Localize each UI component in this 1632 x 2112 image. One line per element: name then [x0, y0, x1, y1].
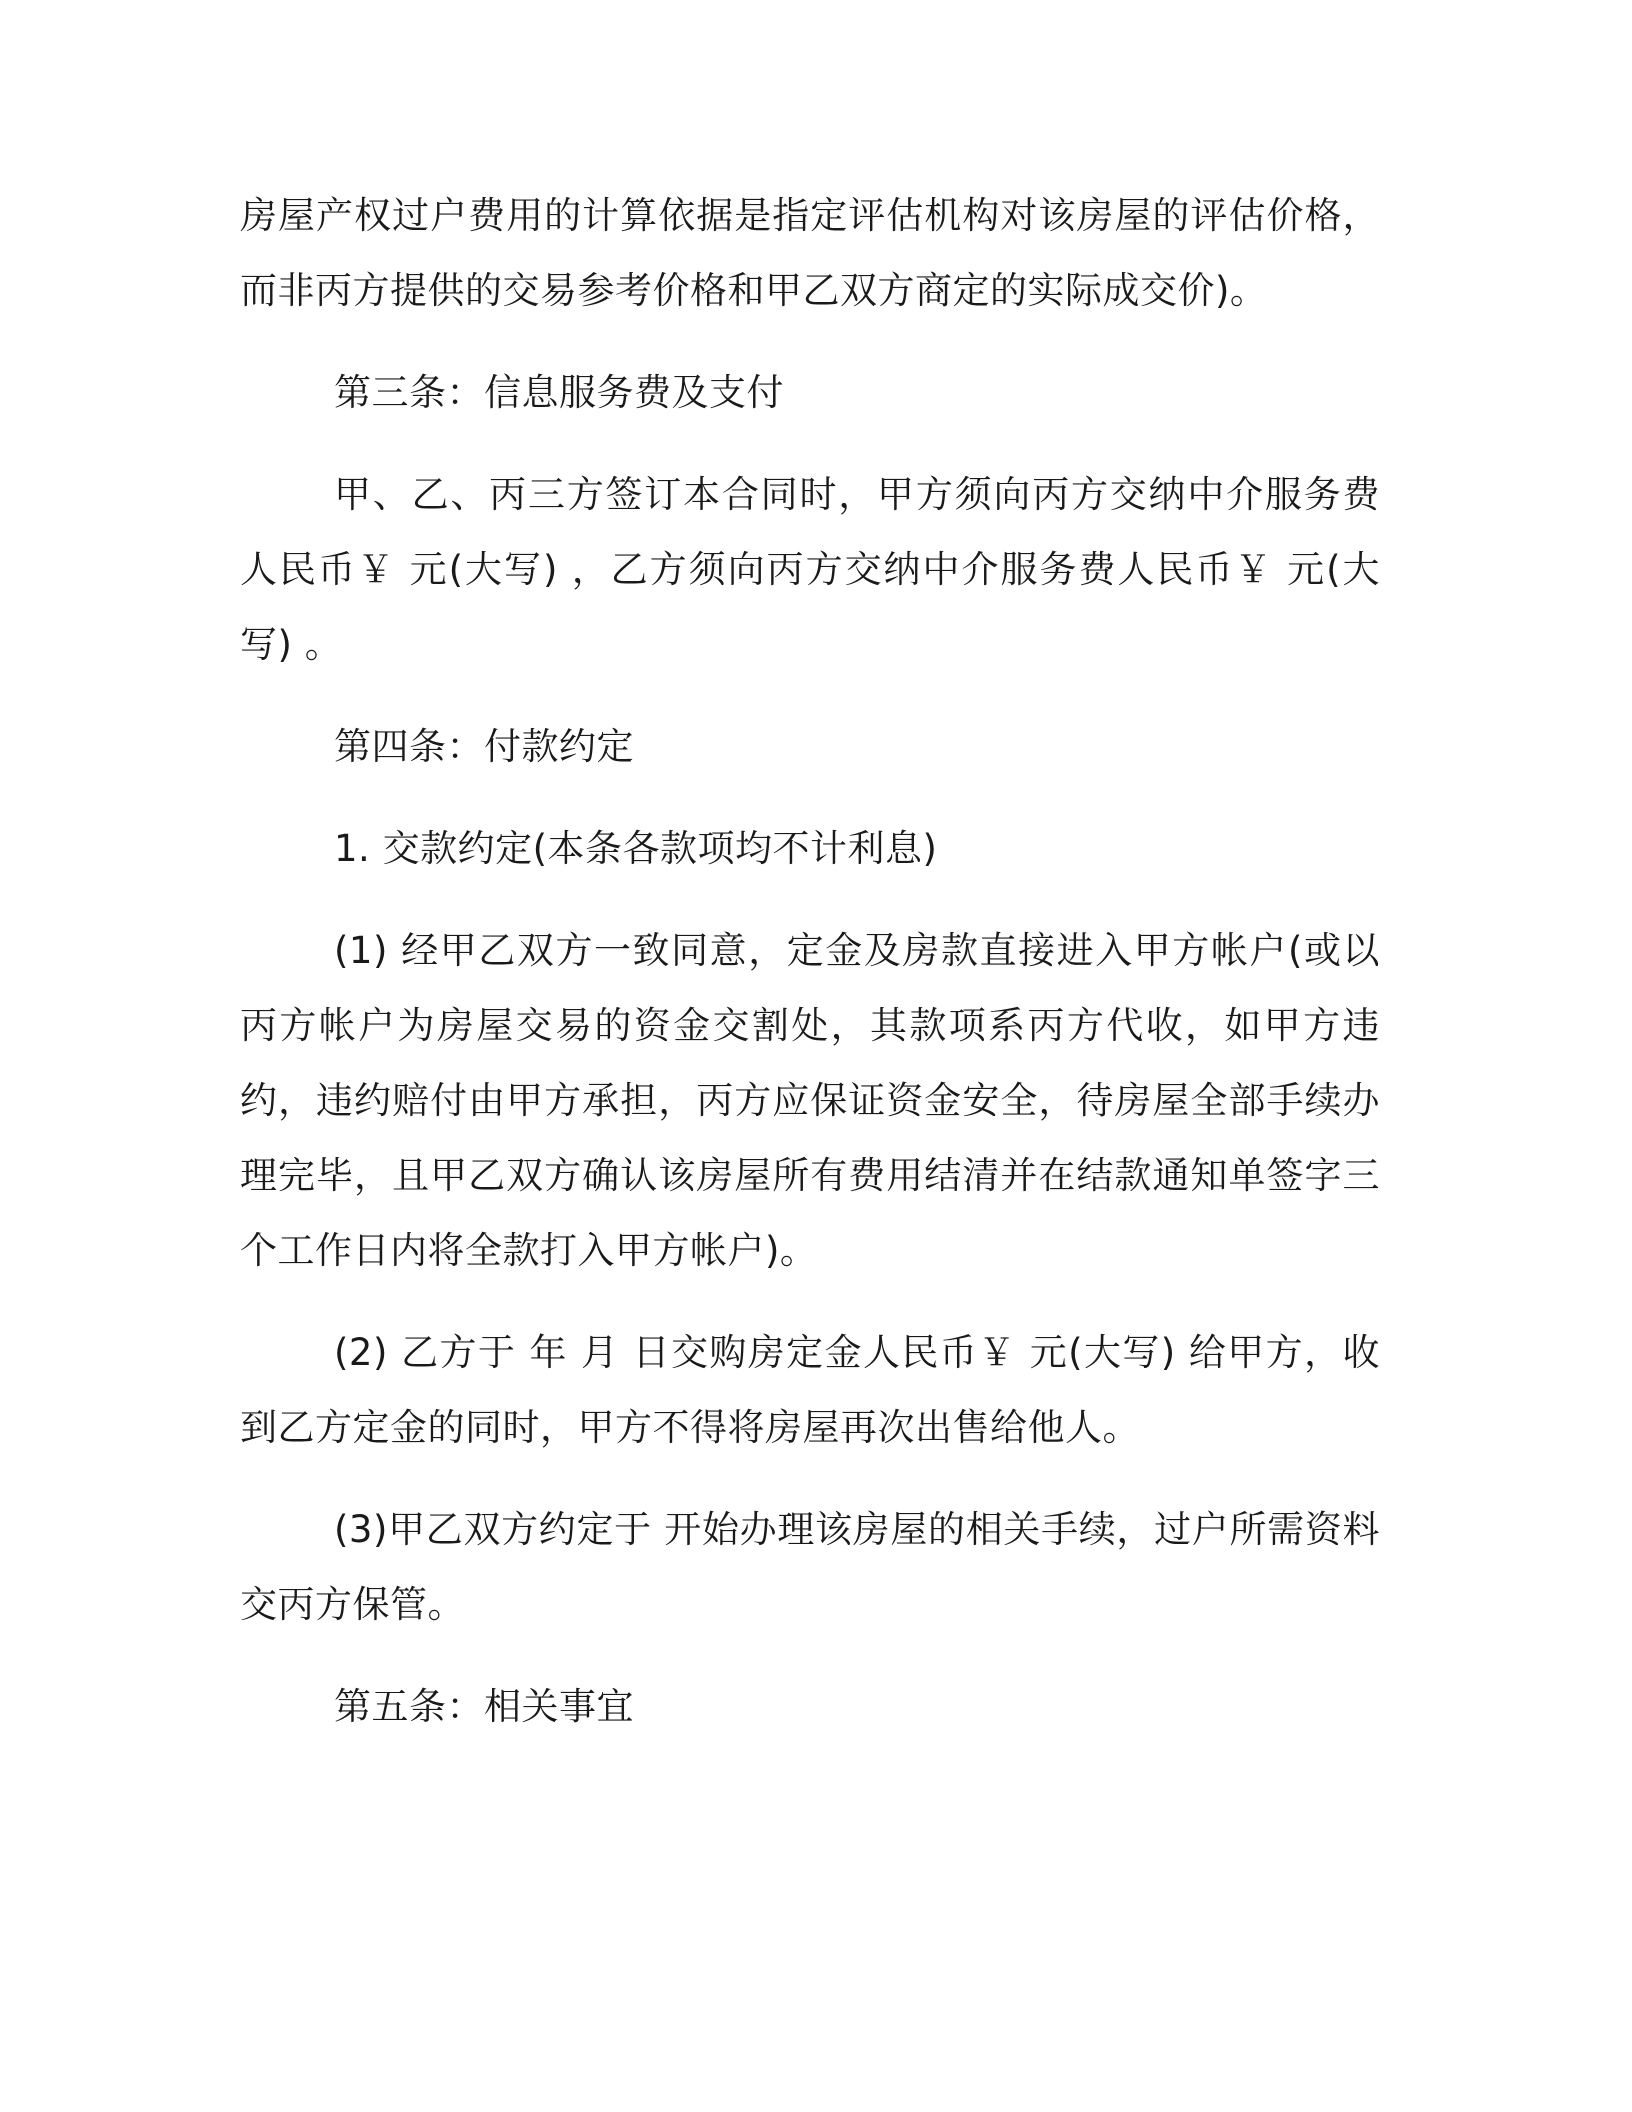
paragraph-article-4-item-1: 1. 交款约定(本条各款项均不计利息)	[334, 827, 938, 870]
document-body	[240, 178, 1380, 1771]
heading-article-4: 第四条：付款约定	[334, 725, 634, 768]
paragraph-article-4-clause-3: (3)甲乙双方约定于 开始办理该房屋的相关手续，过户所需资料交丙方保管。	[240, 1508, 1380, 1626]
heading-article-3: 第三条：信息服务费及支付	[334, 371, 784, 414]
paragraph-article-4-clause-2: (2) 乙方于 年 月 日交购房定金人民币￥ 元(大写) 给甲方，收到乙方定金的同时，甲方不得将房屋再次出售给他人。	[240, 1331, 1380, 1449]
heading-article-5: 第五条：相关事宜	[334, 1685, 634, 1728]
paragraph-article-3-body: 甲、乙、丙三方签订本合同时，甲方须向丙方交纳中介服务费人民币￥ 元(大写) ，乙方须向丙方交纳中介服务费人民币￥ 元(大写) 。	[240, 473, 1380, 666]
paragraph-intro: 房屋产权过户费用的计算依据是指定评估机构对该房屋的评估价格，而非丙方提供的交易参考价格和甲乙双方商定的实际成交价)。	[240, 194, 1380, 312]
paragraph-article-4-clause-1: (1) 经甲乙双方一致同意，定金及房款直接进入甲方帐户(或以丙方帐户为房屋交易的资金交割处，其款项系丙方代收，如甲方违约，违约赔付由甲方承担，丙方应保证资金安全，待房屋全部手续办理完毕，且甲乙双方确认该房屋所有费用结清并在结款通知单签字三个工作日内将全款打入甲方帐户)。	[240, 929, 1380, 1272]
